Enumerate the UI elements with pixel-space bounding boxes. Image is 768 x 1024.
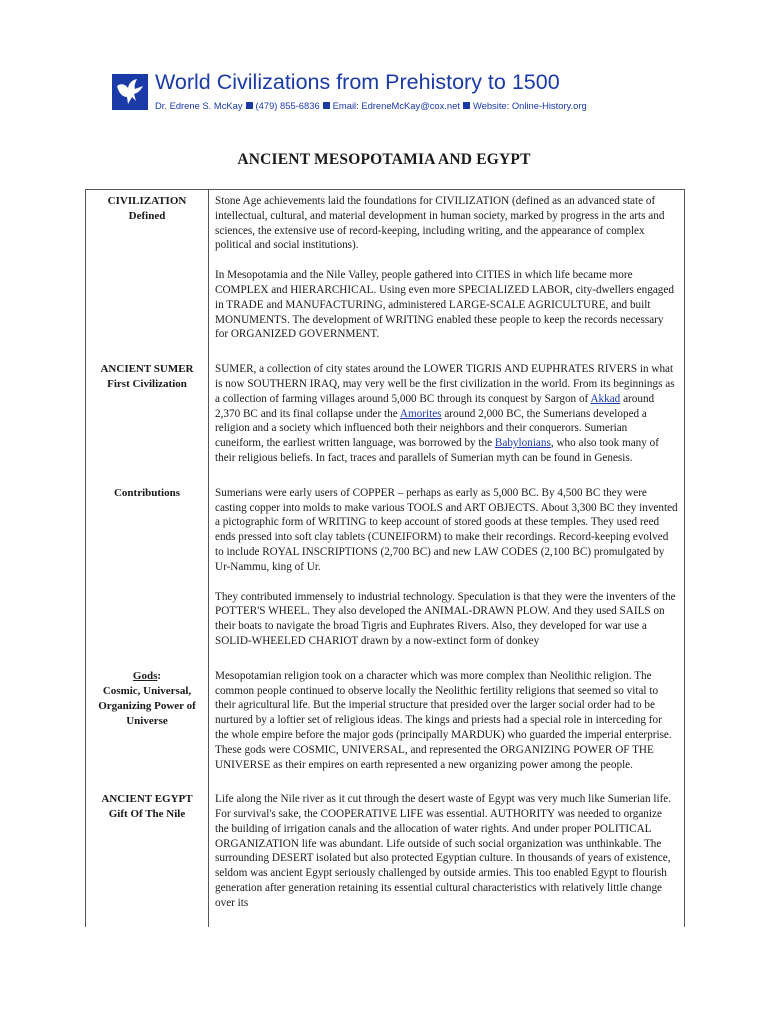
- row-label-main: ANCIENT SUMER: [100, 363, 194, 376]
- table-row: [86, 665, 685, 789]
- row-label-main: CIVILIZATION: [107, 195, 187, 207]
- text-run: around 2,370 BC and its final collapse under the: [215, 392, 655, 420]
- paragraph: Sumerians were early users of COPPER – perhaps as early as 5,000 BC. By 4,500 BC they were casting copper into molds to make various TOOLS and ART OBJECTS. About 3,300 BC they invented a pictographic form of WRITING to keep account of stored goods at these temples. They used reed ends pressed into soft clay tablets (CUNEIFORM) to make their recordings. Record-keeping evolved to include ROYAL INSCRIPTIONS (2,700 BC) and new LAW CODES (2,100 BC) promulgated by Ur-Nammu, king of Ur.: [215, 486, 678, 573]
- row-label: [86, 482, 209, 665]
- row-content: [209, 665, 685, 789]
- email-link[interactable]: Email: EdreneMcKay@cox.net: [332, 100, 460, 111]
- site-subtitle: [155, 100, 587, 111]
- paragraph: Mesopotamian religion took on a character which was more complex than Neolithic religion. The common people continued to observe locally the Neolithic fertility religions that seemed so vital to their agricultural life. But the imperial structure that presided over the larger social order had to be nurtured by a loftier set of religious ideas. The kings and priests had a special role in interceding for the whole empire before the major gods (principally MARDUK) who guarded the imperial enterprise. These gods were COSMIC, UNIVERSAL, and represented the ORGANIZING POWER OF THE UNIVERSE as their empires on earth represented a new organizing power among the people.: [215, 669, 672, 771]
- row-label-sub: Gift Of The Nile: [108, 808, 186, 821]
- separator-square-icon: [246, 102, 253, 109]
- table-row: [86, 482, 685, 665]
- text-run: SUMER, a collection of city states around the LOWER TIGRIS AND EUPHRATES RIVERS in what is now SOUTHERN IRAQ, may very well be the first civilization in the world. From its beginnings as a collection of farming villages around 5,000 BC through its conquest by Sargon of: [215, 363, 675, 405]
- content-table: [85, 189, 685, 927]
- row-content: [209, 190, 685, 359]
- row-label-sub: Defined: [128, 210, 166, 222]
- paragraph: Life along the Nile river as it cut through the desert waste of Egypt was very much like Sumerian life. For survival's sake, the COOPERATIVE LIFE was essential. AUTHORITY was needed to organize the building of irrigation canals and the allocation of water rights. And under proper POLITICAL ORGANIZATION life was abundant. Life outside of such social organization was unthinkable. The surrounding DESERT isolated but also protected Egyptian culture. In thousands of years of existence, seldom was ancient Egypt seriously challenged by outside armies. This too enabled Egypt to flourish generation after generation retaining its essential cultural characteristics with relatively little change over its: [215, 793, 672, 909]
- row-label: [86, 665, 209, 789]
- dove-icon: [112, 74, 148, 110]
- paragraph: In Mesopotamia and the Nile Valley, people gathered into CITIES in which life became more COMPLEX and HIERARCHICAL. Using even more SPECIALIZED LABOR, city-dwellers engaged in TRADE and MANUFACTURING, administered LARGE-SCALE AGRICULTURE, and built MONUMENTS. The development of WRITING enabled these people to keep the records necessary for ORGANIZED GOVERNMENT.: [215, 269, 674, 341]
- row-label: [86, 358, 209, 482]
- row-label: [86, 190, 209, 359]
- author-name: Dr. Edrene S. McKay: [155, 100, 243, 111]
- table-row: [86, 358, 685, 482]
- row-content: [209, 358, 685, 482]
- row-label: [86, 788, 209, 926]
- table-row: [86, 788, 685, 926]
- phone-number: (479) 855-6836: [255, 100, 320, 111]
- website-link[interactable]: Website: Online-History.org: [472, 100, 587, 111]
- site-title[interactable]: World Civilizations from Prehistory to 1500: [155, 70, 560, 94]
- akkad-link[interactable]: Akkad: [590, 392, 621, 405]
- row-content: [209, 482, 685, 665]
- paragraph: They contributed immensely to industrial technology. Speculation is that they were the inventers of the POTTER'S WHEEL. They also developed the ANIMAL-DRAWN PLOW. And they used SAILS on their boats to navigate the broad Tigris and Euphrates Rivers. Also, they developed for war use a SOLID-WHEELED CHARIOT drawn by a now-extinct form of donkey: [215, 590, 676, 647]
- row-content: [209, 788, 685, 926]
- row-label-sub: First Civilization: [107, 378, 187, 391]
- site-header: [112, 70, 732, 116]
- gods-colon: :: [157, 669, 162, 682]
- separator-square-icon: [463, 102, 470, 109]
- separator-square-icon: [323, 102, 330, 109]
- row-label-main: Contributions: [113, 486, 181, 499]
- text-run: , who also took many of their religious beliefs. In fact, traces and parallels of Sumerian myth can be found in Genesis.: [215, 437, 659, 464]
- row-label-main: ANCIENT EGYPT: [101, 793, 193, 806]
- text-run: around 2,000 BC, the Sumerians developed a religion and a society which influenced both their neighbors and their conquerors. Sumerian cuneiform, the earliest written language, was borrowed by the: [215, 407, 647, 450]
- paragraph: [215, 362, 678, 466]
- paragraph: Stone Age achievements laid the foundations for CIVILIZATION (defined as an advanced state of intellectual, cultural, and material development in human society, marked by progress in the arts and sciences, the extensive use of record-keeping, including writing, and the appearance of complex political and social institutions).: [215, 195, 665, 252]
- row-label-main: [86, 669, 208, 684]
- table-row: [86, 190, 685, 359]
- row-label-sub: Cosmic, Universal, Organizing Power of Universe: [98, 684, 196, 727]
- document-title: ANCIENT MESOPOTAMIA AND EGYPT: [237, 151, 531, 168]
- amorites-link[interactable]: Amorites: [399, 407, 442, 420]
- babylonians-link[interactable]: Babylonians: [494, 437, 551, 450]
- gods-label: Gods: [132, 669, 158, 682]
